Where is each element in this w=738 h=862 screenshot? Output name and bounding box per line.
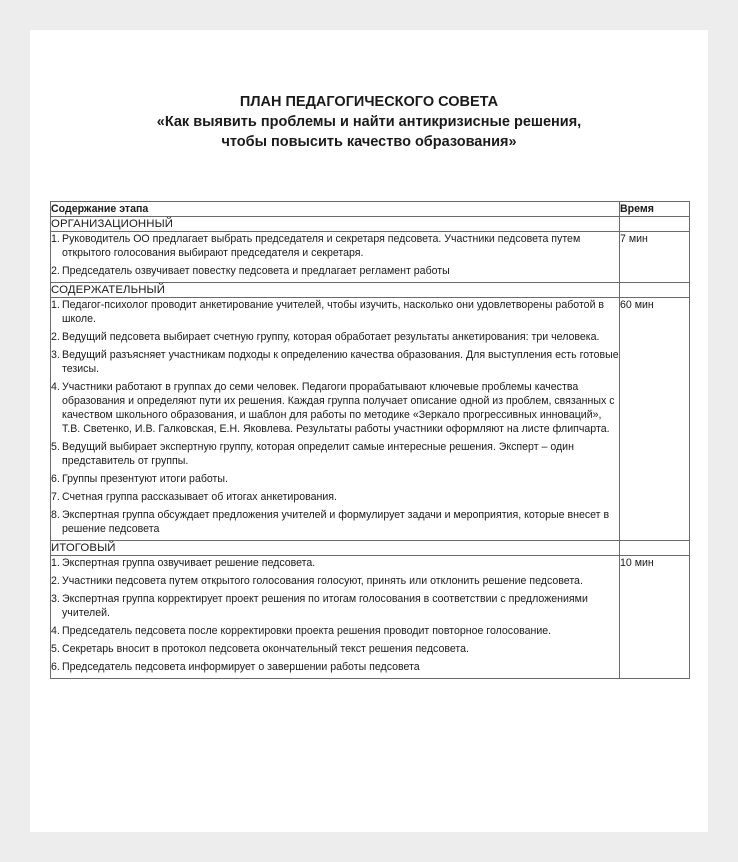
item-text: Экспертная группа озвучивает решение педсовета. (62, 557, 316, 569)
list-item (51, 440, 619, 468)
items-cell (51, 298, 620, 541)
section-items-row (51, 556, 690, 679)
item-text: Ведущий разъясняет участникам подходы к определению качества образования. Для выступления есть готовые тезисы. (62, 349, 619, 375)
item-text: Ведущий педсовета выбирает счетную группу, которая обработает результаты анкетирования: три человека. (62, 331, 600, 343)
item-text: Руководитель ОО предлагает выбрать председателя и секретаря педсовета. Участники педсовета путем открытого голосования выбирают председателя и секретаря. (62, 233, 581, 259)
section-empty-cell (620, 217, 690, 232)
list-item (51, 472, 619, 486)
item-text: Участники педсовета путем открытого голосования голосуют, принять или отклонить решение педсовета. (62, 575, 583, 587)
list-item (51, 348, 619, 376)
list-item (51, 556, 619, 570)
header-time: Время (620, 202, 690, 217)
list-item (51, 232, 619, 260)
section-empty-cell (620, 283, 690, 298)
item-number: 5. (51, 441, 60, 453)
item-text: Счетная группа рассказывает об итогах анкетирования. (62, 491, 337, 503)
section-row (51, 541, 690, 556)
item-number: 3. (51, 593, 60, 605)
list-item (51, 508, 619, 536)
item-text: Секретарь вносит в протокол педсовета окончательный текст решения педсовета. (62, 643, 469, 655)
items-cell (51, 556, 620, 679)
list-item (51, 660, 619, 674)
item-text: Экспертная группа обсуждает предложения учителей и формулирует задачи и мероприятия, которые внесет в решение педсовета (62, 509, 610, 535)
title-line-2: «Как выявить проблемы и найти антикризисные решения, (156, 114, 582, 130)
item-number: 2. (51, 331, 60, 343)
item-number: 4. (51, 625, 60, 637)
list-item (51, 490, 619, 504)
section-items-row (51, 298, 690, 541)
section-row (51, 217, 690, 232)
list-item (51, 298, 619, 326)
document-page (30, 30, 708, 832)
item-number: 5. (51, 643, 60, 655)
list-item (51, 330, 619, 344)
item-text: Экспертная группа корректирует проект решения по итогам голосования в соответствии с предложениями учителей. (62, 593, 588, 619)
item-number: 1. (51, 299, 60, 311)
item-number: 1. (51, 557, 60, 569)
section-name: СОДЕРЖАТЕЛЬНЫЙ (51, 283, 620, 298)
section-items-row (51, 232, 690, 283)
item-text: Председатель озвучивает повестку педсовета и предлагает регламент работы (62, 265, 450, 277)
list-item (51, 264, 619, 278)
item-text: Председатель педсовета информирует о завершении работы педсовета (62, 661, 420, 673)
section-empty-cell (620, 541, 690, 556)
item-text: Председатель педсовета после корректировки проекта решения проводит повторное голосование. (62, 625, 552, 637)
table-header-row (51, 202, 690, 217)
time-cell: 7 мин (620, 232, 690, 283)
list-item (51, 592, 619, 620)
title-line-1: ПЛАН ПЕДАГОГИЧЕСКОГО СОВЕТА (239, 94, 499, 110)
title-line-3: чтобы повысить качество образования» (221, 134, 517, 150)
list-item (51, 624, 619, 638)
time-cell: 10 мин (620, 556, 690, 679)
list-item (51, 574, 619, 588)
item-number: 2. (51, 265, 60, 277)
list-item (51, 380, 619, 436)
item-text: Участники работают в группах до семи человек. Педагоги прорабатывают ключевые проблемы качества образования и определяют пути их решения. Каждая группа получает описание одной из проблем, связанных с качеством школьного образования, и шаблон для работы по методике «Зеркало прогрессивных инноваций», Т.В. Светенко, И.В. Галковская, Е.Н. Яковлева. Результаты работы участники оформляют на листе флипчарта. (62, 381, 615, 435)
items-cell (51, 232, 620, 283)
item-number: 6. (51, 661, 60, 673)
item-number: 1. (51, 233, 60, 245)
document-title (30, 92, 708, 152)
item-number: 7. (51, 491, 60, 503)
item-number: 3. (51, 349, 60, 361)
section-row (51, 283, 690, 298)
list-item (51, 642, 619, 656)
plan-table (50, 201, 690, 679)
section-name: ИТОГОВЫЙ (51, 541, 620, 556)
item-text: Ведущий выбирает экспертную группу, которая определит самые интересные решения. Эксперт – один представитель от группы. (62, 441, 574, 467)
section-name: ОРГАНИЗАЦИОННЫЙ (51, 217, 620, 232)
header-content: Содержание этапа (51, 202, 620, 217)
item-text: Группы презентуют итоги работы. (62, 473, 228, 485)
item-number: 6. (51, 473, 60, 485)
time-cell: 60 мин (620, 298, 690, 541)
item-number: 2. (51, 575, 60, 587)
item-number: 4. (51, 381, 60, 393)
item-text: Педагог-психолог проводит анкетирование учителей, чтобы изучить, насколько они удовлетворены работой в школе. (62, 299, 605, 325)
item-number: 8. (51, 509, 60, 521)
